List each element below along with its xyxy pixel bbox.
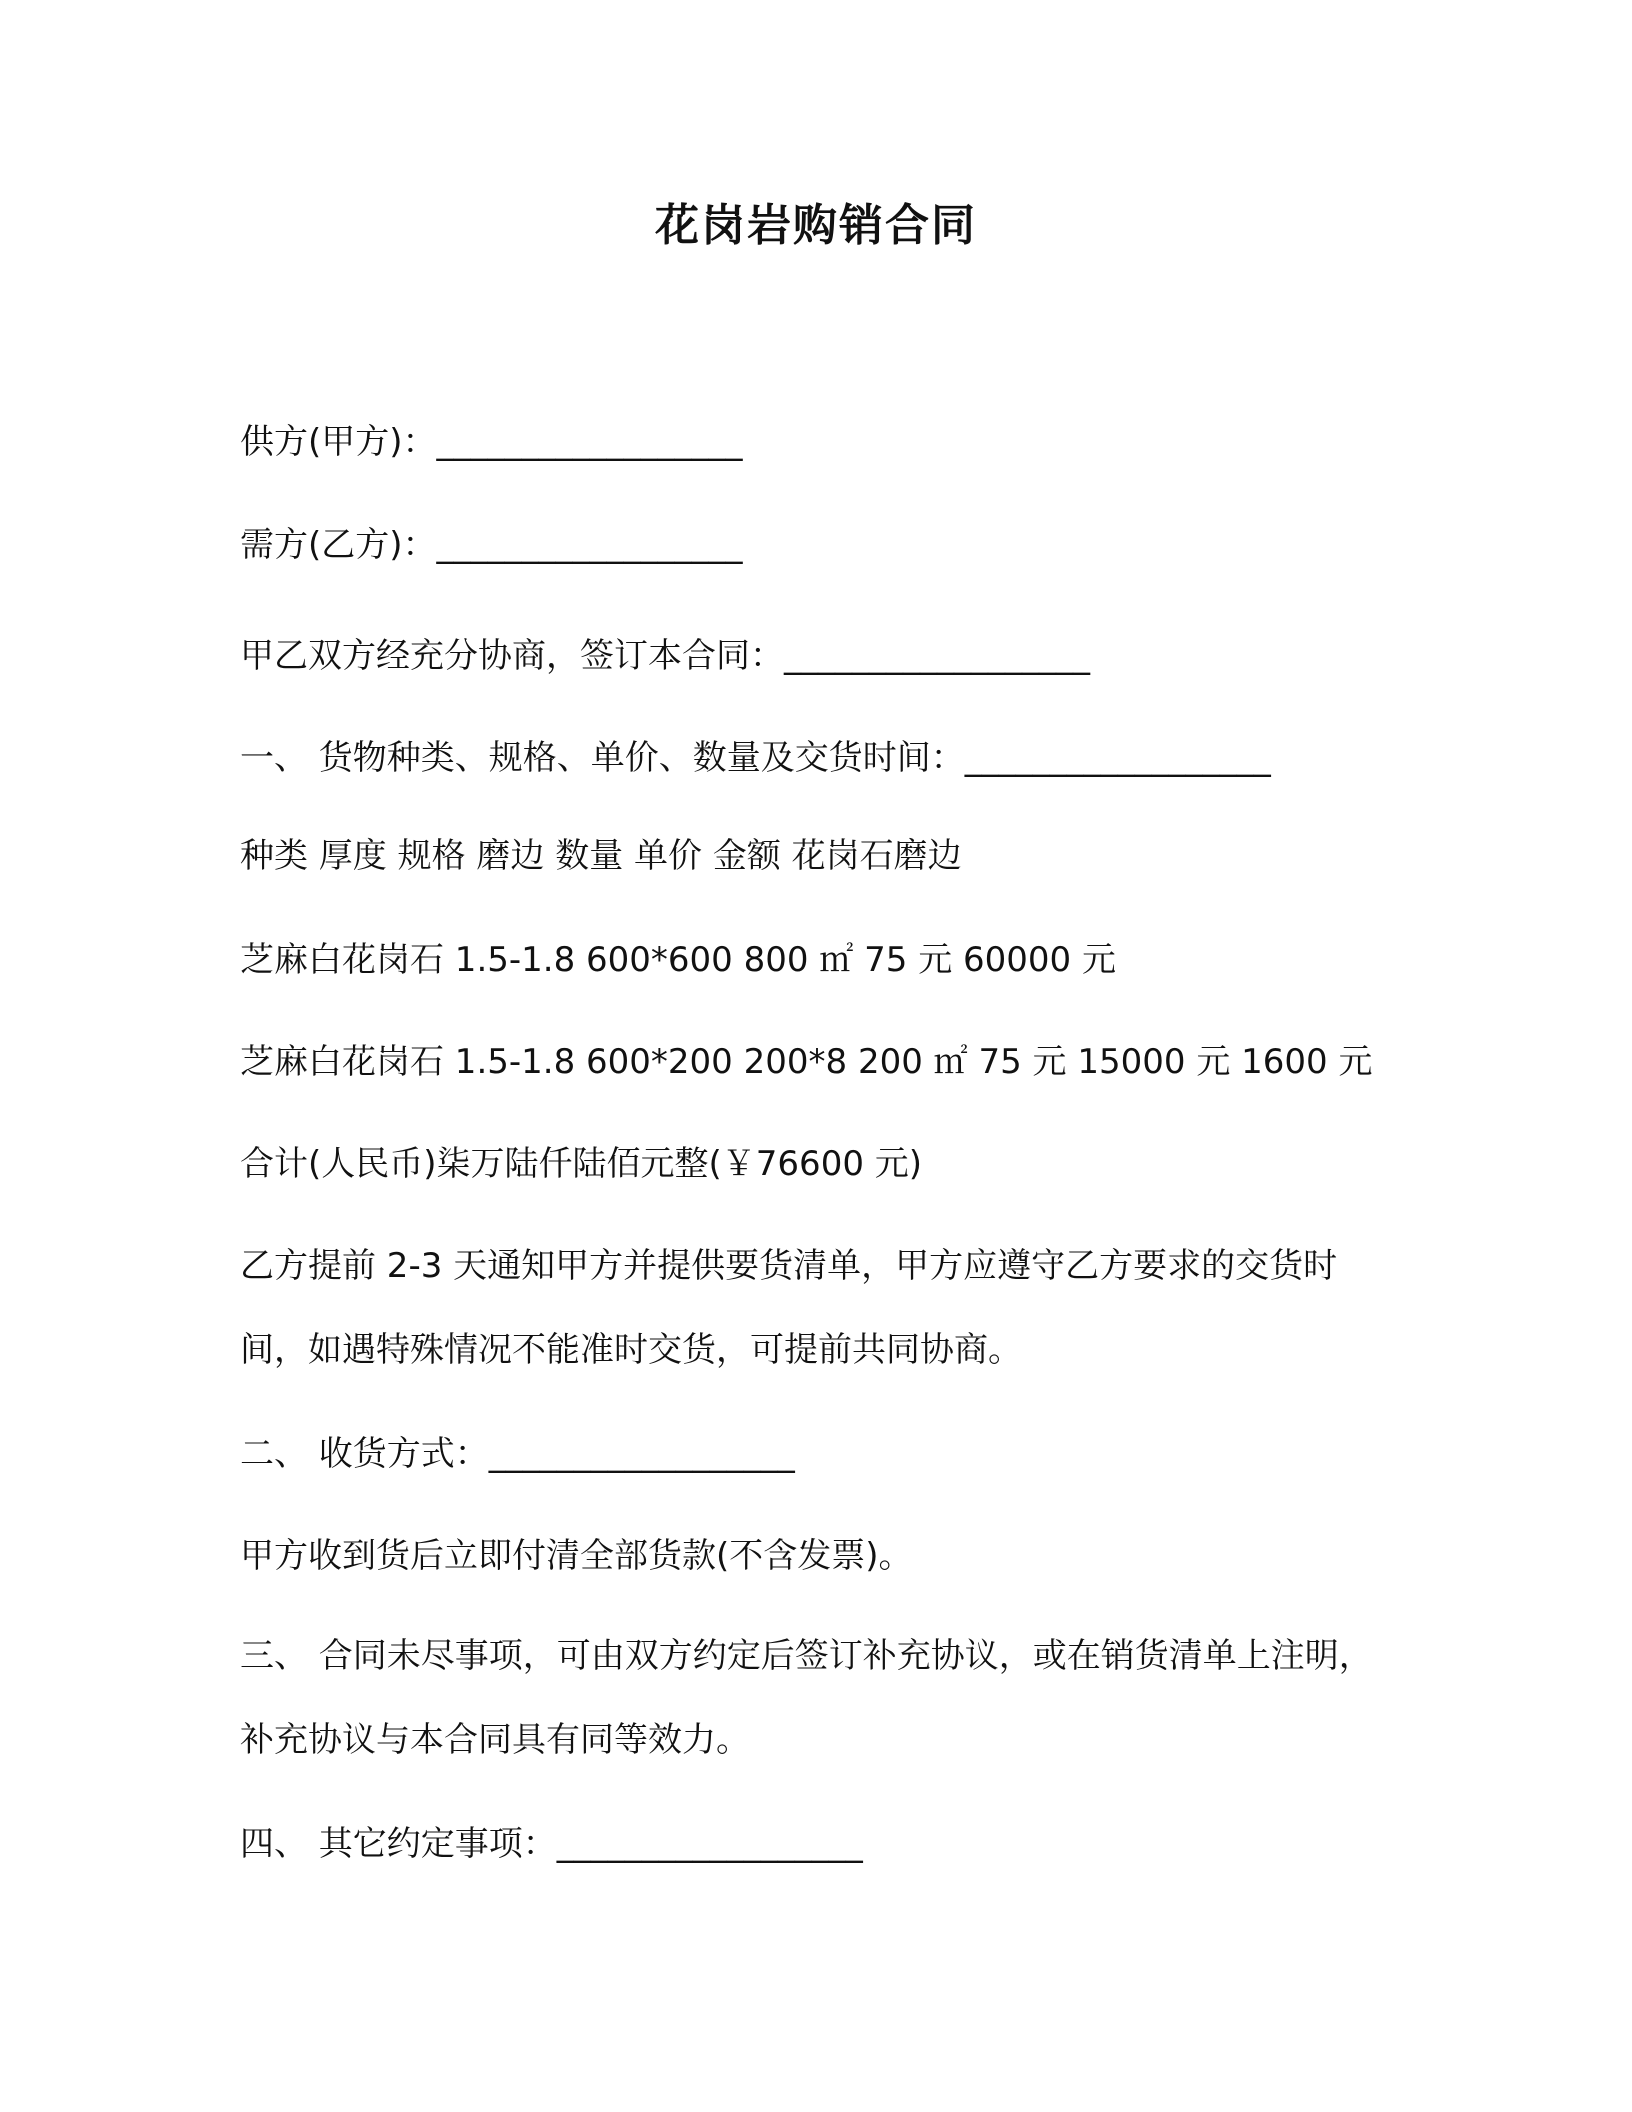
total-line: 合计(人民币)柒万陆仟陆佰元整(￥76600 元)	[240, 1144, 923, 1184]
table-header-line: 种类 厚度 规格 磨边 数量 单价 金额 花岗石磨边	[240, 836, 962, 876]
payment-line: 甲方收到货后立即付清全部货款(不含发票)。	[240, 1536, 913, 1576]
delivery-paragraph: 乙方提前 2-3 天通知甲方并提供要货清单，甲方应遵守乙方要求的交货时间，如遇特殊情况不能准时交货，可提前共同协商。	[240, 1246, 1338, 1370]
supplier-line: 供方(甲方)：__________________	[240, 422, 743, 462]
section1-heading: 一、 货物种类、规格、单价、数量及交货时间：__________________	[240, 738, 1271, 778]
section4-heading: 四、 其它约定事项：__________________	[240, 1824, 863, 1864]
item-line-1: 芝麻白花岗石 1.5-1.8 600*600 800 ㎡ 75 元 60000 元	[240, 940, 1116, 980]
agreement-line: 甲乙双方经充分协商，签订本合同：__________________	[240, 636, 1090, 676]
section3-paragraph: 三、 合同未尽事项，可由双方约定后签订补充协议，或在销货清单上注明，补充协议与本合同具有同等效力。	[240, 1636, 1373, 1760]
document-title: 花岗岩购销合同	[655, 200, 977, 251]
buyer-line: 需方(乙方)：__________________	[240, 525, 743, 565]
item-line-2: 芝麻白花岗石 1.5-1.8 600*200 200*8 200 ㎡ 75 元 15000 元 1600 元	[240, 1042, 1373, 1082]
section2-heading: 二、 收货方式：__________________	[240, 1434, 795, 1474]
